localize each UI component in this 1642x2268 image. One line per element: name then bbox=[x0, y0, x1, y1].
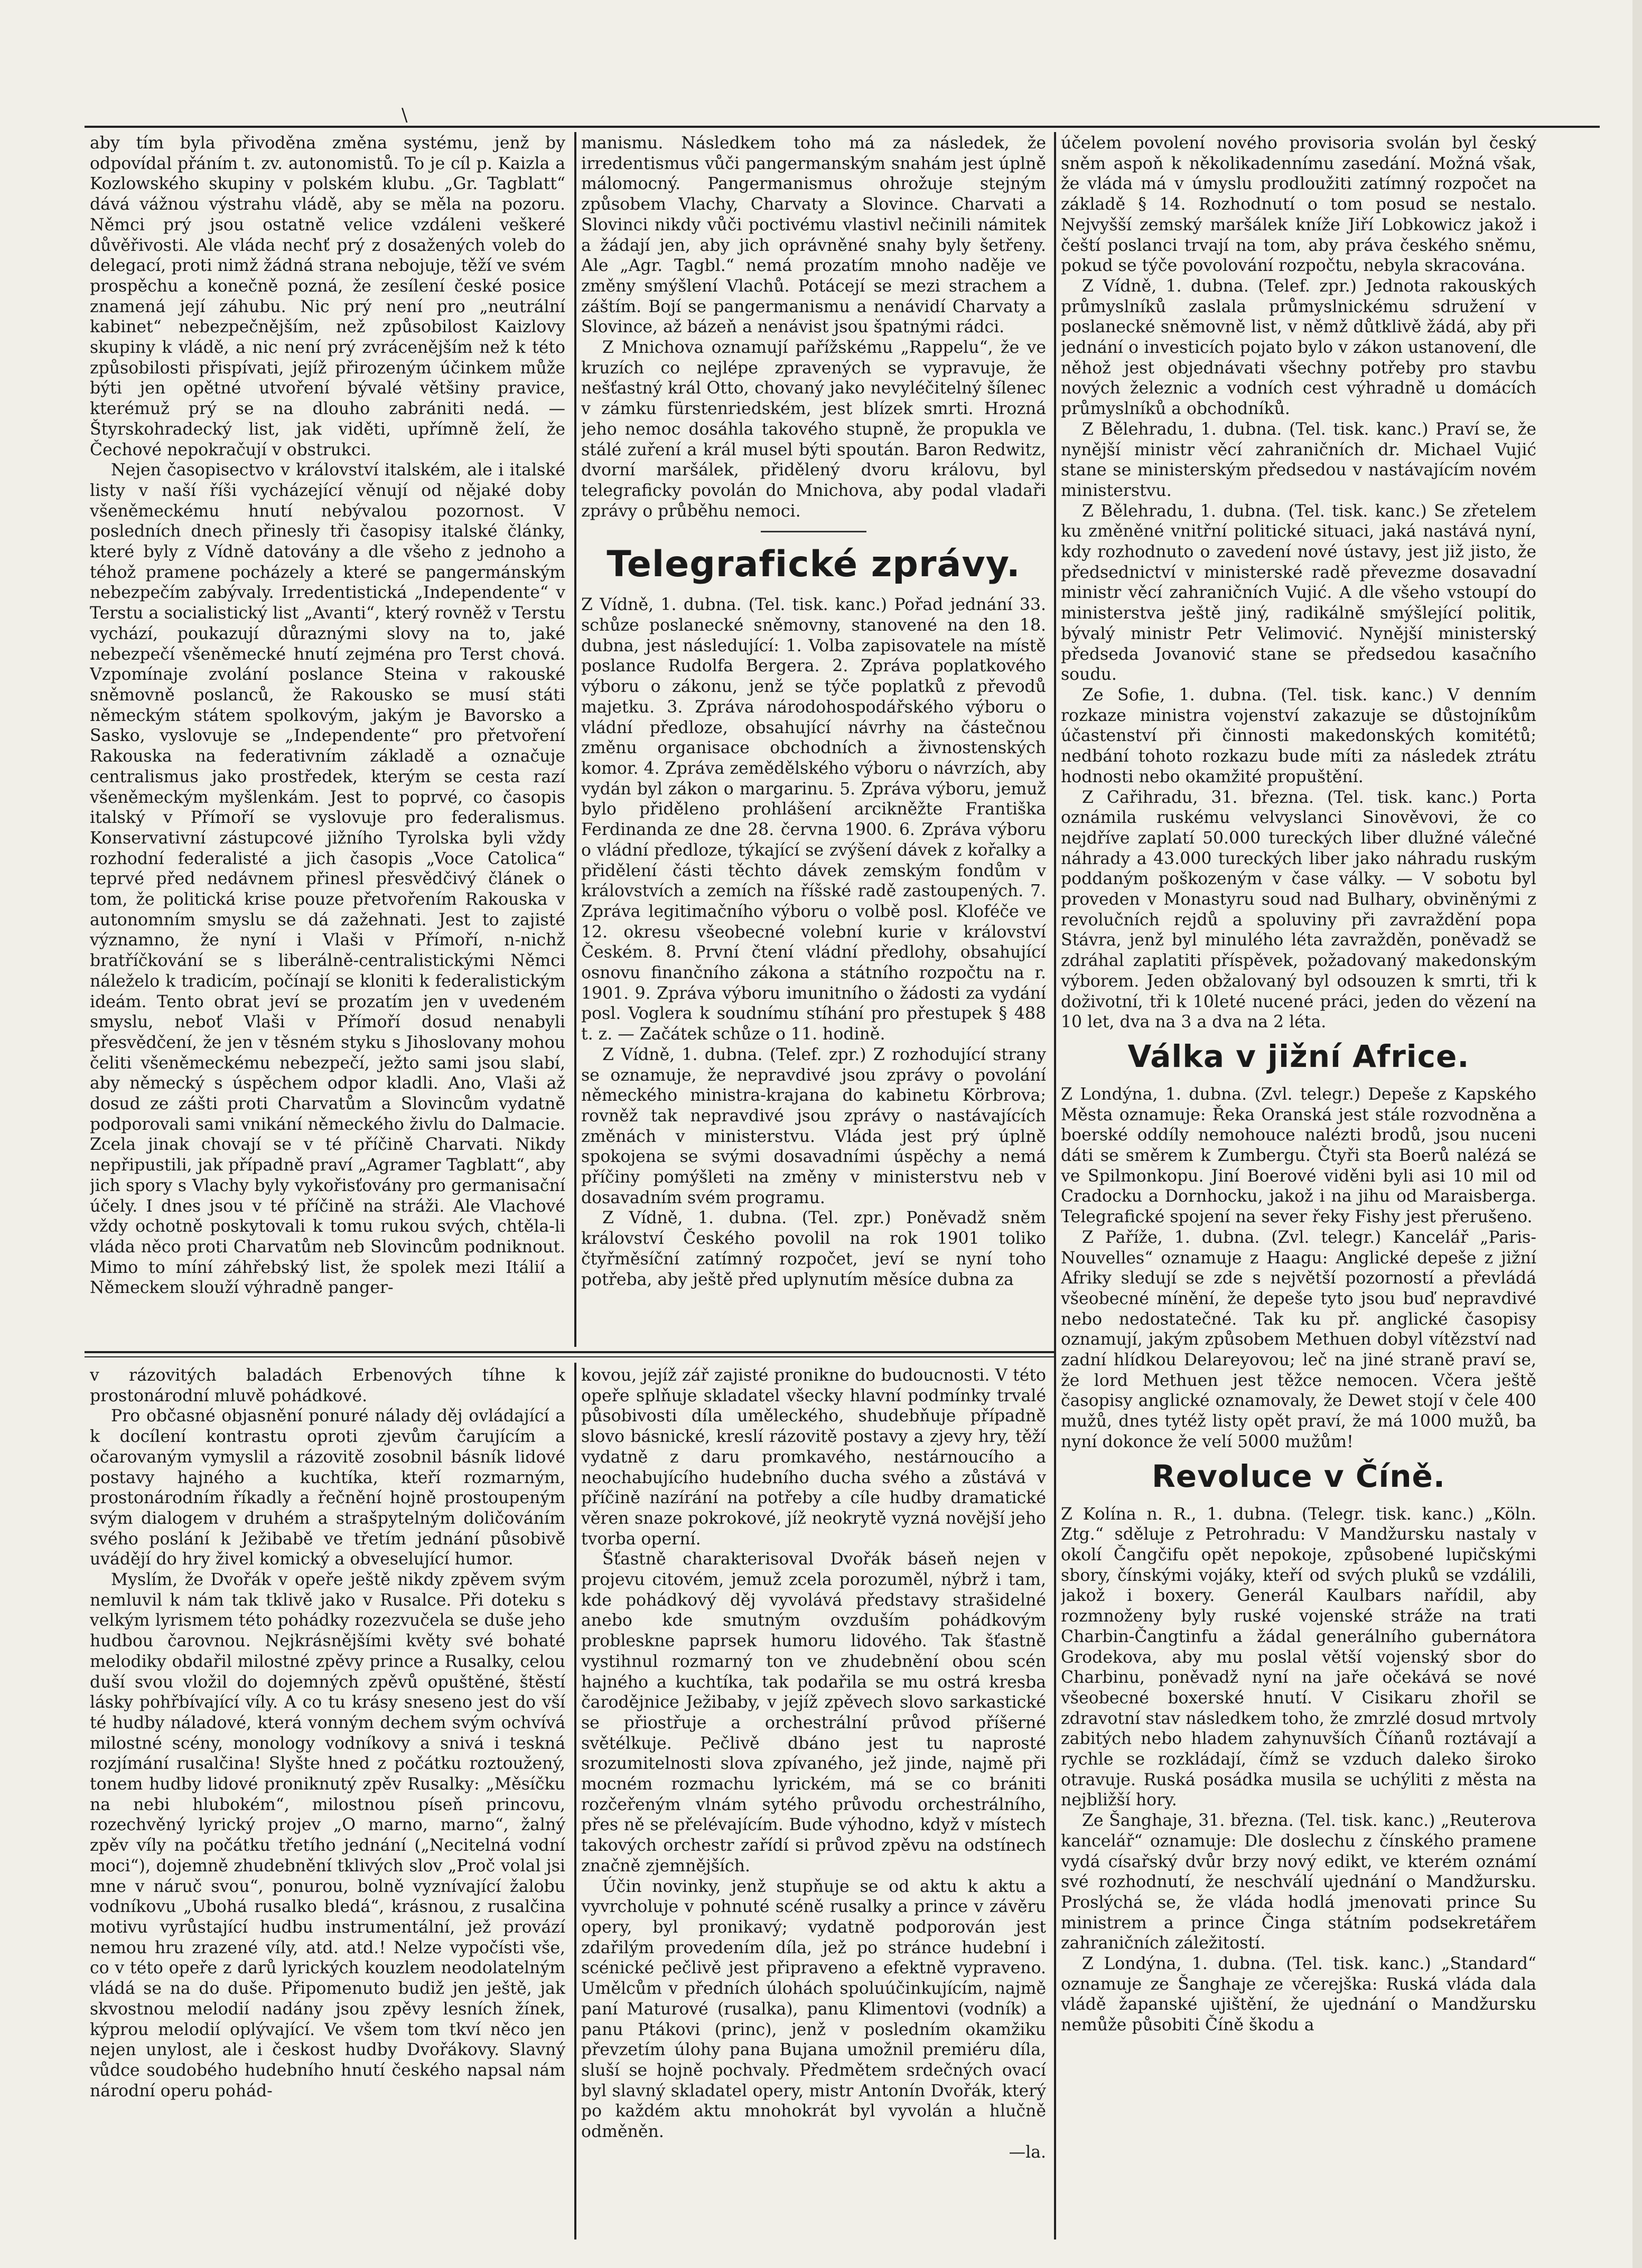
section-heading-china-revolution: Revoluce v Číně. bbox=[1152, 1458, 1445, 1494]
section-heading-boer-war: Válka v jižní Africe. bbox=[1127, 1038, 1470, 1074]
column-divider bbox=[574, 1363, 576, 2239]
feuilleton-paragraph: Myslím, že Dvořák v opeře ještě nikdy zpěvem svým nemluvil k nám tak tklivě jako v Rusalce. Při doteku s velkým lyrismem této pohádky rozezvučela se duše jeho hudbou čarovnou. Nejkrásnějšími květy své bohaté melodiky obdařil milostné zpěvy prince a Rusalky, celou duší svou vložil do dojemných zpěvů opuštěné, štěstí lásky pohřbívající víly. A co tu krásy sneseno jest do vší té hudby náladové, která vonným dechem svým ochvívá milostné scény, monology vodníkovy a snivá i teskná rozjímání rusalčina! Slyšte hned z počátku roztoužený, tonem hudby lidové proniknutý zpěv Rusalky: „Měsíčku na nebi hlubokém“, milostnou píseň princovu, rozechvěný lyrický projev „O marno, marno“, žalný zpěv víly na počátku třetího jednání („Necitelná vodní moci“), dojemně zhudebnění tklivých slov „Proč volal jsi mne v náruč svou“, ponurou, bolně vyznívající žalobu vodníkovu „Ubohá rusalko bledá“, krásnou, z rusalčina motivu vyrůstající hudbu instrumentální, jež provází nemou hru zrazené víly, atd. atd.! Nelze vypočísti vše, co v této opeře z darů lyrických kouzlem neodolatelným vládá se na do duše. Připomenuto budiž jen ještě, jak skvostnou melodií nadány jsou zpěvy lesních žínek, kýprou melodií oplývající. Ve všem tom tkví něco jen nejen unylost, ale i českost hudby Dvořákovy. Slavný vůdce soudobého hudebního hnutí českého napsal nám národní operu pohád- bbox=[90, 1570, 565, 2101]
news-item: Z Vídně, 1. dubna. (Telef. zpr.) Jednota rakouských průmyslníků zaslala průmyslnickému sdružení v poslanecké sněmovně list, v němž důtklivě žádá, aby při jednání o investicích pojato bylo v zákon ustanovení, dle něhož jest objednávati všechny potřeby pro stavbu nových železnic a vodních cest výhradně u domácích průmyslníků a obchodníků. bbox=[1061, 276, 1536, 419]
feuilleton-column-1 bbox=[90, 1365, 565, 2237]
news-item: Z Londýna, 1. dubna. (Zvl. telegr.) Depeše z Kapského Města oznamuje: Řeka Oranská jest stále rozvodněna a boerské oddíly nemohouce nalézti brodů, jsou nuceni dáti se směrem k Zumbergu. Čtyři sta Boerů nalézá se ve Spilmonkopu. Jiní Boerové viděni byli asi 10 mil od Cradocku a Dornhocku, jakož i na jihu od Maraisberga. Telegrafické spojení na sever řeky Fishy jest přerušeno. bbox=[1061, 1084, 1536, 1227]
feuilleton-signature: —la. bbox=[1009, 2142, 1046, 2162]
news-item: Z Cařihradu, 31. března. (Tel. tisk. kanc.) Porta oznámila ruskému velvyslanci Sinověvovi, že co nejdříve zaplatí 50.000 tureckých liber dlužné válečné náhrady a 43.000 tureckých liber jako náhradu ruským poddaným poškozeným v čase války. — V sobotu byl proveden v Monastyru soud nad Bulhary, obviněnými z revolučních rejdů a spoluviny při zavraždění popa Stávra, jenž byl minulého léta zavražděn, poněvadž se zdráhal zaplatiti příspěvek, požadovaný makedonským výborem. Jeden obžalovaný byl odsouzen k smrti, tři k doživotní, tři k 10leté nucené práci, jeden do vězení na 10 let, dva na 3 a dva na 2 léta. bbox=[1061, 788, 1536, 1032]
news-item: Z Vídně, 1. dubna. (Tel. tisk. kanc.) Pořad jednání 33. schůze poslanecké sněmovny, stanovené na den 18. dubna, jest následující: 1. Volba zapisovatele na místě poslance Rudolfa Bergera. 2. Zpráva poplatkového výboru o zákonu, jenž se týče poplatků z převodů majetku. 3. Zpráva národohospodářského výboru o vládní předloze, obsahující návrhy na částečnou změnu organisace obchodních a živnostenských komor. 4. Zpráva zemědělského výboru o návrzích, aby vydán byl zákon o margarinu. 5. Zpráva výboru, jemuž bylo přiděleno prohlášení arcikněžte Františka Ferdinanda ze dne 28. června 1900. 6. Zpráva výboru o vládní předloze, týkající se zvýšení dávek z kořalky a přidělení části těchto dávek zemským fondům v královstvích a zemích na říšské radě zastoupených. 7. Zpráva legitimačního výboru o volbě posl. Kloféče ve 12. okresu všeobecné volební kurie v království Českém. 8. První čtení vládní předlohy, obsahující osnovu finančního zákona a státního rozpočtu na r. 1901. 9. Zpráva výboru imunitního o žádosti za vydání posl. Voglera k soudnímu stíhání pro přestupek § 488 t. z. — Začátek schůze o 11. hodině. bbox=[581, 595, 1046, 1044]
news-item: Z Vídně, 1. dubna. (Tel. zpr.) Poněvadž sněm království Českého povolil na rok 1901 toliko čtyřměsíční zatímný rozpočet, jeví se nyní toho potřeba, aby ještě před uplynutím měsíce dubna za bbox=[581, 1208, 1046, 1289]
article-paragraph: Z Mnichova oznamují pařížskému „Rappelu“, že ve kruzích co nejlépe zpravených se vypravuje, že nešťastný král Otto, chovaný jako nevyléčitelný šílenec v zámku fürstenriedském, jest blízek smrti. Hrozná jeho nemoc dosáhla takového stupně, že propukla ve stálé zuření a král musel býti spoután. Baron Redwitz, dvorní maršálek, přidělený dvoru královu, byl telegraficky povolán do Mnichova, aby podal vladaři zprávy o průběhu nemoci. bbox=[581, 338, 1046, 521]
news-item: Ze Šanghaje, 31. března. (Tel. tisk. kanc.) „Reuterova kancelář“ oznamuje: Dle doslechu z čínského pramene vydá císařský dvůr brzy nový edikt, ve kterém oznámí své rozhodnutí, že neschválí ujednání o Mandžursku. Proslýchá se, že vláda hodlá jmenovati prince Su ministrem a prince Činga státním podsekretářem zahraničních záležitostí. bbox=[1061, 1811, 1536, 1953]
news-item: Z Londýna, 1. dubna. (Tel. tisk. kanc.) „Standard“ oznamuje ze Šanghaje ze včerejška: Ruská vláda dala vládě žapanské ujištění, že ujednání o Mandžursku nemůže působiti Číně škodu a bbox=[1061, 1954, 1536, 2035]
section-heading-telegrams: Telegrafické zprávy. bbox=[607, 543, 1021, 586]
column-divider bbox=[574, 132, 576, 1347]
feuilleton-column-2 bbox=[581, 1365, 1046, 2237]
news-item: Ze Sofie, 1. dubna. (Tel. tisk. kanc.) V denním rozkaze ministra vojenství zakazuje se důstojníkům účastenství při činnosti makedonských komitétů; nedbání tohoto rozkazu bude míti za následek ztrátu hodnosti nebo okamžité propuštění. bbox=[1061, 685, 1536, 786]
section-separator bbox=[761, 531, 866, 532]
feuilleton-paragraph: v rázovitých baladách Erbenových tíhne k prostonárodní mluvě pohádkové. bbox=[90, 1366, 565, 1405]
article-paragraph: manismu. Následkem toho má za následek, že irredentismus vůči pangermanským snahám jest úplně málomocný. Pangermanismus ohrožuje stejným způsobem Vlachy, Charvaty a Slovince. Charvati a Slovinci nikdy vůči poctivému vlastivl nečinili námitek a žádají jen, aby jich oprávněné snahy byly šetřeny. Ale „Agr. Tagbl.“ nemá prozatím mnoho naděje ve změny smýšlení Vlachů. Potácejí se mezi strachem a záštím. Bojí se pangermanismu a nenávidí Charvaty a Slovince, až bázeň a nenávist jsou špatnými rádci. bbox=[581, 134, 1046, 337]
news-item: Z Bělehradu, 1. dubna. (Tel. tisk. kanc.) Se zřetelem ku změněné vnitřní politické situaci, jaká nastává nyní, kdy rozhodnuto o zavedení nové ústavy, jest již jisto, že předsednictví v ministerské radě převezme dosavadní ministr věcí zahraničních Vujić. A dle všeho vstoupí do ministerstva ještě jiný, radikálně smýšlející politik, bývalý ministr Petr Velimović. Nynější ministerský předseda Jovanović stane se předsedou kasačního soudu. bbox=[1061, 501, 1536, 685]
news-item: Z Paříže, 1. dubna. (Zvl. telegr.) Kancelář „Paris-Nouvelles“ oznamuje z Haagu: Anglické depeše z jižní Afriky sledují se zde s největší pozorností a převládá všeobecné mínění, že depeše tyto jsou buď nepravdivé nebo nedostatečné. Tak ku př. anglické časopisy oznamují, jakým způsobem Methuen dobyl vítězství nad zadní hlídkou Delareyovou; leč na jiné straně praví se, že lord Methuen jest těžce nemocen. Včera ještě časopisy anglické oznamovaly, že Dewet stojí v čele 400 mužů, dnes tytéž listy opět praví, že má 1000 mužů, ba nyní dokonce že velí 5000 mužům! bbox=[1061, 1227, 1536, 1451]
page-edge bbox=[1632, 0, 1642, 2268]
column-3 bbox=[1061, 133, 1536, 2241]
feuilleton-divider bbox=[85, 1356, 1054, 1357]
feuilleton-paragraph: Účin novinky, jenž stupňuje se od aktu k aktu a vyvrcholuje v pohnuté scéně rusalky a prince v závěru opery, byl pronikavý; vydatně podporován jest zdařilým provedením díla, jež po stránce hudební i scénické pečlivě jest připraveno a efektně vypraveno. Umělcům v předních úlohách spoluúčinkujícím, najmě paní Maturové (rusalka), panu Klimentovi (vodník) a panu Ptákovi (princ), jenž v posledním okamžiku převzetím úlohy pana Bujana umožnil premiéru díla, sluší se hojně pochvaly. Předmětem srdečných ovací byl slavný skladatel opery, mistr Antonín Dvořák, který po každém aktu mnohokrát byl vyvolán a hlučně odměněn. bbox=[581, 1877, 1046, 2142]
top-mark: \ bbox=[402, 105, 408, 126]
article-paragraph: Nejen časopisectvo v království italském, ale i italské listy v naší říši vycházející věnují od nějaké doby všeněmeckému hnutí nebývalou pozornost. V posledních dnech přinesly tři časopisy italské články, které byly z Vídně datovány a dle všeho z jednoho a téhož pramene pocházely a které se pangermánským nebezpečím zabývaly. Irredentistická „Independente“ v Terstu a socialistický list „Avanti“, který rovněž v Terstu vychází, poukazují důraznými slovy na to, jaké nebezpečí všeněmecké hnutí zejména pro Terst chová. Vzpomínaje zvolání poslance Steina v rakouské sněmovně poslanců, že Rakousko se musí státi německým státem spolkovým, jakým je Bavorsko a Sasko, vyslovuje se „Independente“ pro přetvoření Rakouska na federativním základě a označuje centralismus jako prostředek, kterým se cesta razí všeněmeckým myšlenkám. Jest to poprvé, co časopis italský v Přímoří se vyslovuje pro federalismus. Konservativní zástupcové jižního Tyrolska byli vždy rozhodní federalisté a jich časopis „Voce Catolica“ teprvé před nedávnem přinesl přesvědčivý článek o tom, že politická krise pouze přetvořením Rakouska v autonomním smyslu se dá zažehnati. Jest to zajisté významno, že nyní i Vlaši v Přímoří, n-nichž bratříčkování se s liberálně-centralistickými Němci náleželo k tradicím, počínají se kloniti k federalistickým ideám. Tento obrat jeví se prozatím jen v uvedeném smyslu, neboť Vlaši v Přímoří dosud nenabyli přesvědčení, že jen v těsném styku s Jihoslovany mohou čeliti všeněmeckému nebezpečí, ježto sami jsou slabí, aby německý s úspěchem odpor kladli. Ano, Vlaši až dosud ze zášti proti Charvatům a Slovincům vydatně podporovali sami vnikání německého živlu do Dalmacie. Zcela jinak chovají se v té příčině Charvati. Nikdy nepřipustili, jak případně praví „Agramer Tagblatt“, aby jich spory s Vlachy byly vykořisťovány pro germanisační účely. I dnes jsou v té příčině na stráži. Ale Vlachové vždy ochotně poskytovali k tomu rukou svých, chtěla-li vláda něco proti Charvatům neb Slovincům podniknout. Mimo to míní záhřebský list, že spolek mezi Itálií a Německem slouží výhradně panger- bbox=[90, 461, 565, 1298]
news-item: účelem povolení nového provisoria svolán byl český sněm aspoň k několikadennímu zasedání. Možná však, že vláda má v úmyslu prodloužiti zatímný rozpočet na základě § 14. Rozhodnutí o tom posud se nestalo. Nejvyšší zemský maršálek kníže Jiří Lobkowicz jakož i čeští poslanci trvají na tom, aby práva českého sněmu, pokud se týče povolování rozpočtu, nebyla skracována. bbox=[1061, 134, 1536, 276]
feuilleton-paragraph: kovou, jejíž zář zajisté pronikne do budoucnosti. V této opeře splňuje skladatel všecky hlavní podmínky trvalé působivosti díla uměleckého, shudebňuje případně slovo básnické, kreslí rázovitě postavy a zjevy hry, těží vydatně z daru promkavého, nestárnoucího a neochabujícího hudebního ducha svého a zůstává v příčině nazírání na potřeby a cíle hudby dramatické věren snaze pokrokové, jíž neokrytě vyzná novější jeho tvorba operní. bbox=[581, 1366, 1046, 1549]
column-1 bbox=[90, 133, 565, 1348]
feuilleton-divider bbox=[85, 1351, 1054, 1353]
news-item: Z Vídně, 1. dubna. (Telef. zpr.) Z rozhodující strany se oznamuje, že nepravdivé jsou zprávy o povolání německého ministra-krajana do kabinetu Körbrova; rovněž tak nepravdivé jsou zprávy o nastávajících změnách v ministerstvu. Vláda jest prý úplně spokojena se svými dosavadními úspěchy a nemá příčiny pomýšleti na změny v ministerstvu neb v dosavadním svém programu. bbox=[581, 1045, 1046, 1207]
article-paragraph: aby tím byla přivoděna změna systému, jenž by odpovídal přáním t. zv. autonomistů. To je cíl p. Kaizla a Kozlowského skupiny v polském klubu. „Gr. Tagblatt“ dává vážnou výstrahu vládě, aby se měla na pozoru. Němci prý jsou ostatně velice vzdáleni veškeré důvěřivosti. Ale vláda nechť prý z dosažených voleb do delegací, proti nimž žádná strana nebojuje, těží ve svém prospěchu a konečně pozná, že zesílení české posice znamená její záhubu. Nic prý není pro „neutrální kabinet“ nebezpečnějším, než způsobilost Kaizlovy skupiny k vládě, a nic není prý zvrácenějším než k této způsobilosti přispívati, jejíž přirozeným účinkem může býti jen opětné utvoření bývalé většiny pravice, kterémuž prý se na dlouho zabrániti nedá. — Štyrskohradecký list, jak viděti, upřímně želí, že Čechové nepokračují v obstrukci. bbox=[90, 134, 565, 460]
news-item: Z Kolína n. R., 1. dubna. (Telegr. tisk. kanc.) „Köln. Ztg.“ sděluje z Petrohradu: V Mandžursku nastaly v okolí Čangčifu opět nepokoje, způsobené lupičskými sbory, čínskými vojáky, kteří od svých pluků se vzdálili, jakož i boxery. Generál Kaulbars nařídil, aby rozmnoženy byly ruské vojenské stráže na trati Charbin-Čangtinfu a žádal generálního gubernátora Grodekova, aby mu poslal větší vojenský sbor do Charbinu, poněvadž nyní na jaře očekává se nové všeobecné boxerské hnutí. V Cisikaru zhořil se zdravotní stav následkem toho, že zmrzlé dosud mrtvoly zabitých nebo hladem zahynuvších Číňanů roztávají a rychle se rozkládají, čímž se vzduch daleko široko otravuje. Ruská posádka musila se uchýliti z města na nejbližší hory. bbox=[1061, 1504, 1536, 1810]
feuilleton-paragraph: Šťastně charakterisoval Dvořák báseň nejen v projevu citovém, jemuž zcela porozuměl, nýbrž i tam, kde pohádkový děj vyvolává představy strašidelné anebo kde smutným ovzduším pohádkovým probleskne paprsek humoru lidového. Tak šťastně vystihnul rozmarný ton ve zhudebnění obou scén hajného a kuchtíka, tak podařila se mu ostrá kresba čarodějnice Ježibaby, v jejíž zpěvech slovo sarkastické se přiostřuje a orchestrální průvod příšerné světélkuje. Pečlivě dbáno jest tu naprosté srozumitelnosti slova zpívaného, jež jinde, najmě při mocném rozmachu lyrickém, má se co brániti rozčeřeným vlnám sytého průvodu orchestrálního, přes ně se přelévajícím. Bude výhodno, když v místech takových orchestr zařídí si průvod zpěvu na odstínech značně zjemnějších. bbox=[581, 1550, 1046, 1876]
feuilleton-paragraph: Pro občasné objasnění ponuré nálady děj ovládající a k docílení kontrastu oproti zjevům čarujícím a očarovaným vymyslil a rázovitě zosobnil básník lidové postavy hajného a kuchtíka, kteří rozmarným, prostonárodním říkadly a řečnění hojně prostoupeným svým dialogem v druhém a strašpytelným doličováním svého poslání k Ježibabě ve třetím jednání působivě uvádějí do hry živel komický a obveselující humor. bbox=[90, 1407, 565, 1569]
column-divider bbox=[1054, 132, 1056, 2239]
top-border-rule bbox=[85, 126, 1600, 128]
column-2 bbox=[581, 133, 1046, 1348]
news-item: Z Bělehradu, 1. dubna. (Tel. tisk. kanc.) Praví se, že nynější ministr věcí zahraničních dr. Michael Vujić stane se ministerským předsedou v nastávajícím novém ministerstvu. bbox=[1061, 419, 1536, 500]
